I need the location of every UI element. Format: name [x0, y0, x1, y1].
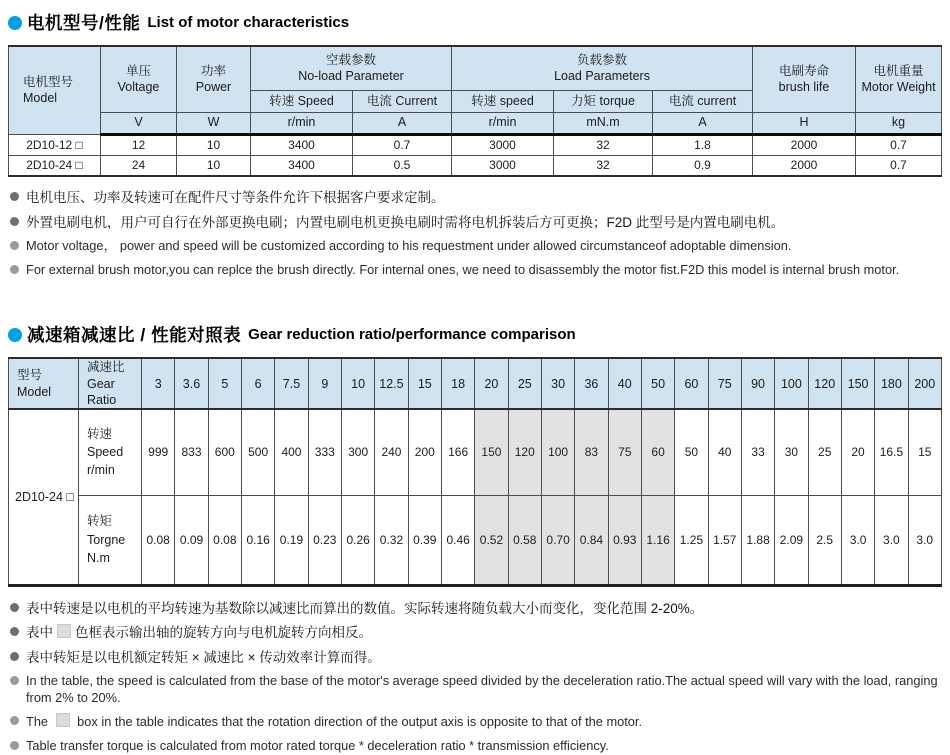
- torque-value-cell: 0.08: [208, 495, 241, 585]
- gear-ratio-header-cell: 15: [408, 358, 441, 409]
- header-en: Gear Ratio: [87, 376, 117, 407]
- header-voltage: [101, 46, 177, 112]
- speed-value-cell: 83: [575, 409, 608, 495]
- header-en: Power: [195, 80, 232, 95]
- value-cell: 24: [101, 155, 177, 176]
- note-text: 外置电刷电机，用户可自行在外部更换电刷；内置电刷电机更换电刷时需将电机拆装后方可更换；F2D 此型号是内置电刷电机。: [26, 214, 785, 230]
- speed-value-cell: 50: [675, 409, 708, 495]
- gear-ratio-header-cell: 12.5: [375, 358, 408, 409]
- gear-ratio-header-cell: 3.6: [175, 358, 208, 409]
- subheader-noload-current: 电流 Current: [353, 90, 452, 112]
- note-item: [10, 189, 942, 207]
- gear-ratio-header-cell: 100: [775, 358, 808, 409]
- torque-value-cell: 0.09: [175, 495, 208, 585]
- torque-value-cell: 1.25: [675, 495, 708, 585]
- gear-ratio-header-cell: 40: [608, 358, 641, 409]
- bullet-icon: [10, 716, 19, 725]
- motor-title-en: List of motor characteristics: [147, 14, 350, 31]
- speed-value-cell: 100: [541, 409, 574, 495]
- torque-value-cell: 3.0: [875, 495, 908, 585]
- torque-row-label: [79, 495, 142, 585]
- table-row: [9, 358, 942, 409]
- speed-value-cell: 240: [375, 409, 408, 495]
- table-row: [9, 495, 942, 585]
- unit-cell: H: [753, 112, 856, 134]
- note-text: Table transfer torque is calculated from motor rated torque * deceleration ratio * transmission efficiency.: [26, 738, 609, 754]
- note-text: In the table, the speed is calculated from the base of the motor's average speed divided by the deceleration ratio.The actual speed will vary with the load, ranging from 2% to 20%.: [26, 673, 938, 705]
- subheader-load-speed: 转速 speed: [452, 90, 554, 112]
- value-cell: 2000: [753, 155, 856, 176]
- header-zh: 空载参数: [326, 53, 377, 67]
- note-text: 表中转矩是以电机额定转矩 × 减速比 × 传动效率计算而得。: [26, 649, 381, 665]
- gear-ratio-header-cell: 150: [841, 358, 874, 409]
- value-cell: 10: [177, 134, 251, 155]
- note-text: The box in the table indicates that the rotation direction of the output axis is opposite to that of the motor.: [26, 714, 643, 730]
- unit-cell: A: [353, 112, 452, 134]
- bullet-icon: [10, 652, 19, 661]
- section-bullet-icon: [8, 16, 22, 30]
- note-item: [10, 624, 942, 642]
- bullet-icon: [10, 265, 19, 274]
- unit-cell: W: [177, 112, 251, 134]
- torque-value-cell: 0.84: [575, 495, 608, 585]
- torque-value-cell: 2.09: [775, 495, 808, 585]
- gear-ratio-header-cell: 6: [241, 358, 274, 409]
- speed-value-cell: 600: [208, 409, 241, 495]
- note-item: [10, 600, 942, 618]
- header-zh: 单压: [125, 64, 151, 78]
- header-en: Motor Weight: [861, 80, 936, 95]
- note-text: 表中转速是以电机的平均转速为基数除以减速比而算出的数值。实际转速将随负载大小而变化，变化范围 2-20%。: [26, 600, 704, 616]
- header-en: No-load Parameter: [298, 69, 404, 84]
- gear-ratio-header-cell: 120: [808, 358, 841, 409]
- speed-value-cell: 300: [341, 409, 374, 495]
- header-model: [9, 46, 101, 134]
- speed-value-cell: 120: [508, 409, 541, 495]
- unit-cell: r/min: [452, 112, 554, 134]
- table-row: [9, 134, 942, 155]
- gear-ratio-header-cell: 7.5: [275, 358, 308, 409]
- model-cell: 2D10-24 □: [9, 409, 79, 585]
- bullet-icon: [10, 603, 19, 612]
- gear-ratio-header-cell: 200: [908, 358, 941, 409]
- header-zh: 电机重量: [873, 64, 924, 78]
- speed-value-cell: 333: [308, 409, 341, 495]
- torque-value-cell: 0.39: [408, 495, 441, 585]
- torque-value-cell: 0.32: [375, 495, 408, 585]
- value-cell: 10: [177, 155, 251, 176]
- label-unit: N.m: [87, 550, 110, 565]
- torque-value-cell: 0.58: [508, 495, 541, 585]
- speed-value-cell: 999: [142, 409, 175, 495]
- torque-value-cell: 3.0: [908, 495, 941, 585]
- torque-value-cell: 0.19: [275, 495, 308, 585]
- speed-value-cell: 200: [408, 409, 441, 495]
- unit-cell: V: [101, 112, 177, 134]
- torque-value-cell: 3.0: [841, 495, 874, 585]
- torque-value-cell: 2.5: [808, 495, 841, 585]
- speed-value-cell: 30: [775, 409, 808, 495]
- torque-value-cell: 1.88: [741, 495, 774, 585]
- value-cell: 0.5: [353, 155, 452, 176]
- gear-ratio-header-cell: 50: [641, 358, 674, 409]
- torque-value-cell: 0.70: [541, 495, 574, 585]
- unit-cell: r/min: [251, 112, 353, 134]
- note-item: [10, 673, 942, 706]
- gear-ratio-header-cell: 9: [308, 358, 341, 409]
- gear-title-en: Gear reduction ratio/performance comparison: [248, 326, 576, 344]
- value-cell: 1.8: [653, 134, 753, 155]
- gear-ratio-header-cell: 25: [508, 358, 541, 409]
- header-en: brush life: [778, 80, 830, 95]
- speed-value-cell: 16.5: [875, 409, 908, 495]
- note-item: [10, 262, 942, 279]
- gear-ratio-header-cell: 36: [575, 358, 608, 409]
- header-en: Model: [23, 91, 58, 106]
- value-cell: 0.9: [653, 155, 753, 176]
- gear-ratio-header-cell: 5: [208, 358, 241, 409]
- torque-value-cell: 1.16: [641, 495, 674, 585]
- label-zh: 转矩: [87, 514, 113, 529]
- header-zh: 电刷寿命: [779, 64, 830, 78]
- value-cell: 3000: [452, 134, 554, 155]
- speed-value-cell: 150: [475, 409, 508, 495]
- table-row: [9, 155, 942, 176]
- torque-value-cell: 0.08: [142, 495, 175, 585]
- header-zh: 减速比: [87, 360, 125, 375]
- label-unit: r/min: [87, 463, 115, 478]
- header-en: Voltage: [117, 80, 160, 95]
- note-item: [10, 214, 942, 232]
- speed-value-cell: 400: [275, 409, 308, 495]
- gear-title-zh: 减速箱减速比 / 性能对照表: [27, 325, 242, 346]
- value-cell: 2000: [753, 134, 856, 155]
- gear-ratio-header-cell: 90: [741, 358, 774, 409]
- speed-row-label: [79, 409, 142, 495]
- table-row: [9, 409, 942, 495]
- gear-ratio-header-cell: 18: [441, 358, 474, 409]
- speed-value-cell: 33: [741, 409, 774, 495]
- unit-cell: mN.m: [554, 112, 653, 134]
- section-bullet-icon: [8, 328, 22, 342]
- gray-box-icon: [56, 713, 70, 727]
- header-en: Load Parameters: [554, 69, 650, 84]
- header-en: Model: [17, 384, 52, 399]
- bullet-icon: [10, 217, 19, 226]
- speed-value-cell: 60: [641, 409, 674, 495]
- value-cell: 32: [554, 155, 653, 176]
- value-cell: 12: [101, 134, 177, 155]
- label-zh: 转速: [87, 427, 113, 442]
- model-cell: 2D10-12 □: [9, 134, 101, 155]
- label-en: Torgne: [87, 532, 126, 547]
- subheader-noload-speed: 转速 Speed: [251, 90, 353, 112]
- gear-ratio-header-cell: 3: [142, 358, 175, 409]
- speed-value-cell: 25: [808, 409, 841, 495]
- note-text: Motor voltage， power and speed will be customized according to his requestment under allowed circumstanceof adoptable dimension.: [26, 238, 792, 254]
- note-item: [10, 738, 942, 755]
- torque-value-cell: 0.93: [608, 495, 641, 585]
- value-cell: 0.7: [856, 134, 942, 155]
- value-cell: 3000: [452, 155, 554, 176]
- gear-ratio-header-cell: 10: [341, 358, 374, 409]
- torque-value-cell: 0.52: [475, 495, 508, 585]
- header-model: [9, 358, 79, 409]
- value-cell: 0.7: [856, 155, 942, 176]
- unit-cell: kg: [856, 112, 942, 134]
- gear-ratio-header-cell: 180: [875, 358, 908, 409]
- gray-box-icon: [57, 624, 71, 638]
- bullet-icon: [10, 241, 19, 250]
- model-cell: 2D10-24 □: [9, 155, 101, 176]
- header-power: [177, 46, 251, 112]
- torque-value-cell: 0.23: [308, 495, 341, 585]
- header-motor-weight: [856, 46, 942, 112]
- value-cell: 3400: [251, 155, 353, 176]
- speed-value-cell: 500: [241, 409, 274, 495]
- header-zh: 电机型号: [23, 75, 74, 89]
- gear-ratio-header-cell: 75: [708, 358, 741, 409]
- motor-title-zh: 电机型号/性能: [27, 13, 141, 33]
- bullet-icon: [10, 192, 19, 201]
- note-item: [10, 649, 942, 667]
- torque-value-cell: 0.26: [341, 495, 374, 585]
- subheader-load-current: 电流 current: [653, 90, 753, 112]
- motor-characteristics-table: [8, 45, 942, 177]
- label-en: Speed: [87, 445, 124, 460]
- gear-notes: [10, 600, 942, 755]
- motor-notes: [10, 189, 942, 278]
- note-text: 电机电压、功率及转速可在配件尺寸等条件允许下根据客户要求定制。: [26, 190, 445, 205]
- torque-value-cell: 1.57: [708, 495, 741, 585]
- speed-value-cell: 15: [908, 409, 941, 495]
- torque-value-cell: 0.46: [441, 495, 474, 585]
- bullet-icon: [10, 741, 19, 750]
- header-load-parameters: [452, 46, 753, 90]
- speed-value-cell: 75: [608, 409, 641, 495]
- note-item: [10, 713, 942, 731]
- value-cell: 3400: [251, 134, 353, 155]
- header-no-load-parameter: [251, 46, 452, 90]
- table-row: [9, 46, 942, 90]
- header-zh: 负载参数: [577, 53, 628, 67]
- bullet-icon: [10, 676, 19, 685]
- header-brush-life: [753, 46, 856, 112]
- gear-ratio-header-cell: 30: [541, 358, 574, 409]
- header-zh: 型号: [17, 368, 43, 383]
- gear-ratio-table: [8, 357, 942, 586]
- value-cell: 0.7: [353, 134, 452, 155]
- motor-section-title: [8, 10, 942, 35]
- value-cell: 32: [554, 134, 653, 155]
- torque-value-cell: 0.16: [241, 495, 274, 585]
- gear-ratio-header-cell: 20: [475, 358, 508, 409]
- speed-value-cell: 40: [708, 409, 741, 495]
- note-text: For external brush motor,you can replce the brush directly. For internal ones, we need to disassembly the motor fist.F2D this model is internal brush motor.: [26, 261, 900, 277]
- bullet-icon: [10, 627, 19, 636]
- header-gear-ratio: [79, 358, 142, 409]
- speed-value-cell: 166: [441, 409, 474, 495]
- table-row: [9, 112, 942, 134]
- subheader-load-torque: 力矩 torque: [554, 90, 653, 112]
- gear-section-title: [8, 322, 942, 347]
- speed-value-cell: 833: [175, 409, 208, 495]
- note-text: 表中 色框表示输出轴的旋转方向与电机旋转方向相反。: [26, 625, 372, 641]
- speed-value-cell: 20: [841, 409, 874, 495]
- gear-ratio-header-cell: 60: [675, 358, 708, 409]
- note-item: [10, 238, 942, 255]
- unit-cell: A: [653, 112, 753, 134]
- header-zh: 功率: [200, 64, 226, 78]
